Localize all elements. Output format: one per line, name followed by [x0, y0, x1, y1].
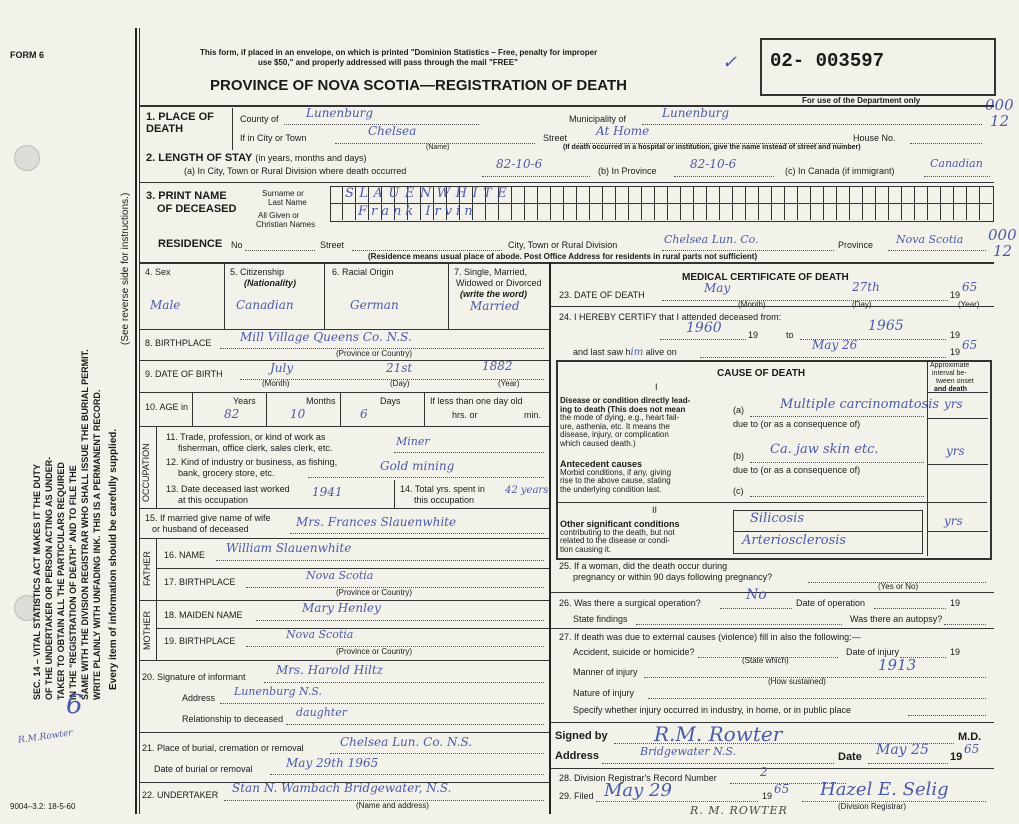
pregnancy-question-2: pregnancy or within 90 days following pregnancy? [573, 572, 773, 582]
filed-label: 29. Filed [559, 791, 594, 801]
attended-from: 1960 [686, 320, 722, 336]
surname-label: Surname or [262, 189, 304, 198]
last-saw-year: 65 [962, 338, 978, 352]
undertaker-caption: (Name and address) [356, 801, 429, 810]
physician-address-label: Address [555, 750, 600, 762]
cause-b-label: (b) [733, 451, 744, 461]
instructions-note: (See reverse side for instructions.) [120, 192, 131, 345]
physician-address: Bridgewater N.S. [640, 745, 737, 758]
operation-date-label: Date of operation [796, 598, 866, 608]
cause-b-value: Ca. jaw skin etc. [770, 442, 879, 457]
cause-of-death-title: CAUSE OF DEATH [717, 368, 806, 379]
residence-province-value: Nova Scotia [896, 233, 964, 246]
dob-year: 1882 [482, 359, 513, 373]
father-side-label: FATHER [142, 551, 152, 586]
mother-birthplace-label: 19. BIRTHPLACE [164, 636, 236, 646]
other-condition-interval: yrs [944, 514, 963, 528]
informant-relationship-label: Relationship to deceased [182, 714, 284, 724]
surname-value: SLAUENWHITE [345, 186, 513, 201]
last-worked-label-2: at this occupation [178, 495, 249, 505]
surgery-question-label: 26. Was there a surgical operation? [559, 598, 701, 608]
from-19: 19 [748, 330, 759, 340]
days-label: Days [380, 396, 401, 406]
physician-signature: R.M. Rowter [654, 722, 783, 746]
of-deceased-label: OF DECEASED [157, 203, 237, 215]
street-label: Street [543, 133, 568, 143]
to-19: 19 [950, 330, 961, 340]
year-caption: (Year) [498, 379, 520, 388]
sex-label: 4. Sex [145, 267, 171, 277]
disease-desc-6: which caused death.) [560, 438, 636, 448]
birthplace-label: 8. BIRTHPLACE [145, 338, 212, 348]
age-label: 10. AGE in [145, 402, 189, 412]
disease-desc-2: ing to death (This does not mean [560, 404, 686, 414]
margin-code-4: 12 [993, 242, 1013, 260]
attended-to: 1965 [868, 318, 904, 334]
injury-19: 19 [950, 647, 961, 657]
mother-birthplace-caption: (Province or Country) [336, 647, 413, 656]
registrar-signature: Hazel E. Selig [820, 779, 949, 800]
binder-hole [14, 145, 40, 171]
county-value: Lunenburg [306, 106, 374, 120]
total-years-value: 42 years [505, 485, 549, 496]
stay-city-label: (a) In City, Town or Rural Division where death occurred [184, 166, 407, 176]
marital-label-1: 7. Single, Married, [454, 267, 528, 277]
death-month-caption: (Month) [738, 300, 766, 309]
dob-month: July [270, 361, 294, 375]
marital-value: Married [470, 299, 520, 313]
residence-street-label: Street [320, 240, 345, 250]
form-code: 9004–3.2: 18-5-60 [10, 802, 76, 811]
print-name-label: 3. PRINT NAME [146, 190, 227, 202]
residence-no-label: No [231, 240, 243, 250]
disease-desc-3: the mode of dying, e.g., heart fail- [560, 413, 680, 423]
racial-origin-label: 6. Racial Origin [332, 267, 394, 277]
stay-province-value: 82-10-6 [690, 157, 737, 171]
father-name-value: William Slauenwhite [226, 541, 352, 555]
stay-canada-value: Canadian [930, 157, 983, 170]
municipality-label: Municipality of [569, 114, 627, 124]
total-years-label-2: this occupation [414, 495, 475, 505]
disease-desc-1: Disease or condition directly lead- [560, 396, 691, 405]
age-months: 10 [290, 407, 306, 421]
residence-note: (Residence means usual place of abode. Post Office Address for residents in rural parts not sufficient) [368, 252, 758, 261]
birthplace-caption: (Province or Country) [336, 349, 413, 358]
city-value: Chelsea [368, 124, 417, 138]
municipality-value: Lunenburg [662, 106, 730, 120]
stay-city-value: 82-10-6 [496, 157, 543, 171]
trade-label-2: fisherman, office clerk, sales clerk, etc. [178, 443, 333, 453]
other-conditions-desc-2: related to the disease or condi- [560, 536, 670, 546]
department-use-note: For use of the Department only [802, 96, 921, 105]
informant-relationship: daughter [296, 706, 347, 719]
record-number: 2 [760, 765, 768, 779]
birthplace-value: Mill Village Queens Co. N.S. [240, 330, 412, 344]
alive-on-label: alive on [645, 347, 677, 357]
trade-label-1: 11. Trade, profession, or kind of work as [166, 432, 326, 442]
other-conditions-desc-1: contributing to the death, but not [560, 527, 675, 537]
dob-day: 21st [386, 361, 413, 375]
due-to-label-1: due to (or as a consequence of) [733, 419, 861, 429]
medical-certificate-title: MEDICAL CERTIFICATE OF DEATH [682, 272, 849, 283]
accident-label: Accident, suicide or homicide? [573, 647, 695, 657]
signature-19: 19 [950, 751, 963, 763]
given-names-value: Frank Irvin [358, 204, 477, 219]
last-saw-him: im [630, 347, 644, 358]
residence-city-label: City, Town or Rural Division [508, 240, 618, 250]
informant-address: Lunenburg N.S. [234, 685, 323, 698]
minutes-label: min. [524, 410, 542, 420]
injury-date-label: Date of injury [846, 647, 900, 657]
manner-of-injury-label: Manner of injury [573, 667, 638, 677]
to-label: to [786, 330, 794, 340]
death-month: May [704, 281, 731, 295]
house-label: House No. [853, 133, 896, 143]
racial-origin-value: German [350, 298, 399, 312]
statute-line-5: SAME WITH THE DIVISION REGISTRAR WHO SHALL ISSUE THE BURIAL PERMIT. [80, 349, 90, 700]
filed-19: 19 [762, 791, 773, 801]
christian-names-label: Christian Names [256, 220, 316, 229]
death-day-caption: (Day) [852, 300, 872, 309]
last-saw-date: May 26 [812, 338, 858, 352]
statute-line-6: WRITE PLAINLY WITH UNFADING INK. THIS IS A PERMANENT RECORD. [92, 389, 102, 700]
sex-value: Male [150, 298, 181, 312]
statute-line-7: Every item of information should be carefully supplied. [108, 428, 119, 690]
mother-maiden-label: 18. MAIDEN NAME [164, 610, 243, 620]
nationality-label: (Nationality) [244, 278, 297, 288]
burial-place-label: 21. Place of burial, cremation or removal [142, 743, 304, 753]
statute-line-1: SEC. 14 – VITAL STATISTICS ACT MAKES IT THE DUTY [32, 463, 42, 700]
father-birthplace-label: 17. BIRTHPLACE [164, 577, 236, 587]
hospital-note: (If death occurred in a hospital or institution, give the name instead of street and number) [563, 144, 861, 151]
death-day: 27th [852, 280, 880, 294]
checkmark-icon: ✓ [722, 52, 738, 73]
margin-code-2: 12 [990, 112, 1010, 130]
statute-line-3: TAKER TO OBTAIN ALL THE PARTICULARS REQUIRED [56, 462, 66, 700]
date-of-death-label: 23. DATE OF DEATH [559, 290, 645, 300]
filed-date: May 29 [604, 780, 672, 801]
last-worked-value: 1941 [312, 485, 343, 499]
handwritten-six: 6 [66, 690, 83, 720]
less-than-day-label: If less than one day old [430, 396, 523, 406]
registration-number: 02- 003597 [770, 50, 885, 72]
stay-province-label: (b) In Province [598, 166, 657, 176]
record-number-label: 28. Division Registrar's Record Number [559, 773, 717, 783]
informant-signature-label: 20. Signature of informant [142, 672, 246, 682]
county-label: County of [240, 114, 279, 124]
surgery-answer: No [746, 587, 767, 603]
age-days: 6 [360, 407, 368, 421]
industry-value: Gold mining [380, 459, 455, 473]
industry-label-2: bank, grocery store, etc. [178, 468, 275, 478]
dob-label: 9. DATE OF BIRTH [145, 369, 223, 379]
burial-date: May 29th 1965 [286, 756, 379, 770]
part-two-label: II [652, 505, 658, 515]
cause-a-interval: yrs [944, 397, 963, 411]
other-condition-2: Arteriosclerosis [742, 533, 847, 548]
antecedent-label: Antecedent causes [560, 459, 643, 469]
nature-of-injury-label: Nature of injury [573, 688, 635, 698]
burial-date-label: Date of burial or removal [154, 764, 253, 774]
last-19: 19 [950, 347, 961, 357]
citizenship-value: Canadian [236, 298, 294, 312]
stay-canada-label: (c) In Canada (if immigrant) [785, 166, 895, 176]
due-to-label-2: due to (or as a consequence of) [733, 465, 861, 475]
envelope-notice-1: This form, if placed in an envelope, on which is printed "Dominion Statistics – Free, penalty for improper [200, 48, 598, 57]
form-number: FORM 6 [10, 50, 45, 60]
signed-by-label: Signed by [555, 730, 608, 742]
day-caption: (Day) [390, 379, 410, 388]
signature-year: 65 [964, 742, 980, 756]
cause-a-value: Multiple carcinomatosis [780, 397, 940, 412]
years-label: Years [233, 396, 256, 406]
trade-value: Miner [396, 435, 430, 448]
spouse-label-2: or husband of deceased [152, 524, 249, 534]
given-label: All Given or [258, 211, 300, 220]
registration-number-box [760, 38, 996, 96]
registrar-caption: (Division Registrar) [838, 802, 907, 811]
disease-desc-5: disease, injury, or complication [560, 430, 669, 440]
specify-injury-label: Specify whether injury occurred in industry, in home, or in public place [573, 705, 851, 715]
month-caption: (Month) [262, 379, 290, 388]
last-name-label: Last Name [268, 198, 307, 207]
antecedent-desc-1: Morbid conditions, if any, giving [560, 467, 672, 477]
state-which-caption: (State which) [742, 656, 789, 665]
death-year: 65 [962, 280, 978, 294]
other-conditions-desc-3: tion causing it. [560, 544, 612, 554]
informant-signature: Mrs. Harold Hiltz [276, 663, 384, 677]
last-saw-label: and last saw h [573, 347, 631, 357]
how-sustained-caption: (How sustained) [768, 677, 826, 686]
certify-label: 24. I HEREBY CERTIFY that I attended deceased from: [559, 312, 782, 322]
form-title: PROVINCE OF NOVA SCOTIA—REGISTRATION OF DEATH [210, 77, 627, 94]
mother-birthplace-value: Nova Scotia [286, 628, 354, 641]
interval-label-4: and death [934, 386, 968, 393]
mother-side-label: MOTHER [142, 611, 152, 650]
father-name-label: 16. NAME [164, 550, 206, 560]
statute-line-2: OF THE UNDERTAKER OR PERSON ACTING AS UNDER- [44, 456, 54, 700]
death-year-caption: (Year) [958, 300, 980, 309]
filed-year: 65 [774, 782, 790, 796]
street-value: At Home [596, 124, 650, 138]
interval-label-3: tween onset [936, 378, 974, 385]
signature-date: May 25 [876, 742, 929, 758]
statute-line-4: IN THE "REGISTRATION OF DEATH" AND TO FILE THE [68, 465, 78, 700]
industry-label-1: 12. Kind of industry or business, as fishing, [166, 457, 338, 467]
md-label: M.D. [958, 731, 982, 743]
pregnancy-question-1: 25. If a woman, did the death occur during [559, 561, 728, 571]
length-of-stay-note: (in years, months and days) [255, 153, 367, 163]
total-years-label-1: 14. Total yrs. spent in [400, 484, 485, 494]
occupation-side-label: OCCUPATION [141, 443, 151, 502]
yes-no-caption: (Yes or No) [878, 582, 919, 591]
name-caption: (Name) [426, 144, 450, 151]
margin-code-1: 000 [985, 96, 1014, 114]
death-year-prefix: 19 [950, 290, 961, 300]
spouse-label-1: 15. If married give name of wife [145, 513, 271, 523]
residence-city-value: Chelsea Lun. Co. [664, 233, 759, 246]
cause-b-interval: yrs [946, 444, 965, 458]
months-label: Months [306, 396, 336, 406]
manner-of-injury: 1913 [878, 656, 917, 674]
burial-place: Chelsea Lun. Co. N.S. [340, 735, 473, 749]
part-one-label: I [655, 382, 658, 392]
external-causes-label: 27. If death was due to external causes (violence) fill in also the following:— [559, 632, 861, 642]
marital-label-2: Widowed or Divorced [456, 278, 542, 288]
operation-19: 19 [950, 598, 961, 608]
other-condition-1: Silicosis [750, 511, 804, 526]
city-label: If in City or Town [240, 133, 307, 143]
disease-desc-4: ure, asthenia, etc. It means the [560, 421, 670, 431]
citizenship-label: 5. Citizenship [230, 267, 285, 277]
antecedent-desc-3: the underlying condition last. [560, 484, 662, 494]
stamp-text: R. M. ROWTER [690, 804, 788, 817]
interval-label-1: Approximate [930, 362, 970, 369]
undertaker-label: 22. UNDERTAKER [142, 790, 219, 800]
last-worked-label-1: 13. Date deceased last worked [166, 484, 290, 494]
interval-label-2: interval be- [932, 370, 967, 377]
age-years: 82 [224, 407, 240, 421]
spouse-value: Mrs. Frances Slauenwhite [296, 515, 457, 529]
residence-province-label: Province [838, 240, 874, 250]
cause-a-label: (a) [733, 405, 744, 415]
envelope-notice-2: use $50," and properly addressed will pass through the mail "FREE" [258, 58, 518, 67]
marital-label-3: (write the word) [460, 289, 527, 299]
father-birthplace-caption: (Province or Country) [336, 588, 413, 597]
handwritten-initials: R.M.Rowter [17, 728, 74, 746]
signature-date-label: Date [838, 751, 862, 763]
informant-address-label: Address [182, 693, 216, 703]
mother-maiden-value: Mary Henley [302, 601, 381, 615]
cause-c-label: (c) [733, 486, 744, 496]
father-birthplace-value: Nova Scotia [306, 569, 374, 582]
state-findings-label: State findings [573, 614, 628, 624]
hours-label: hrs. or [452, 410, 478, 420]
place-of-death-label: 1. PLACE OF DEATH [146, 111, 214, 135]
residence-label: RESIDENCE [158, 238, 223, 250]
undertaker-value: Stan N. Wambach Bridgewater, N.S. [232, 781, 452, 795]
autopsy-label: Was there an autopsy? [850, 614, 943, 624]
margin-code-3: 000 [988, 226, 1017, 244]
length-of-stay-label: 2. LENGTH OF STAY [146, 152, 253, 164]
other-conditions-label: Other significant conditions [560, 519, 680, 529]
antecedent-desc-2: rise to the above cause, stating [560, 476, 671, 486]
